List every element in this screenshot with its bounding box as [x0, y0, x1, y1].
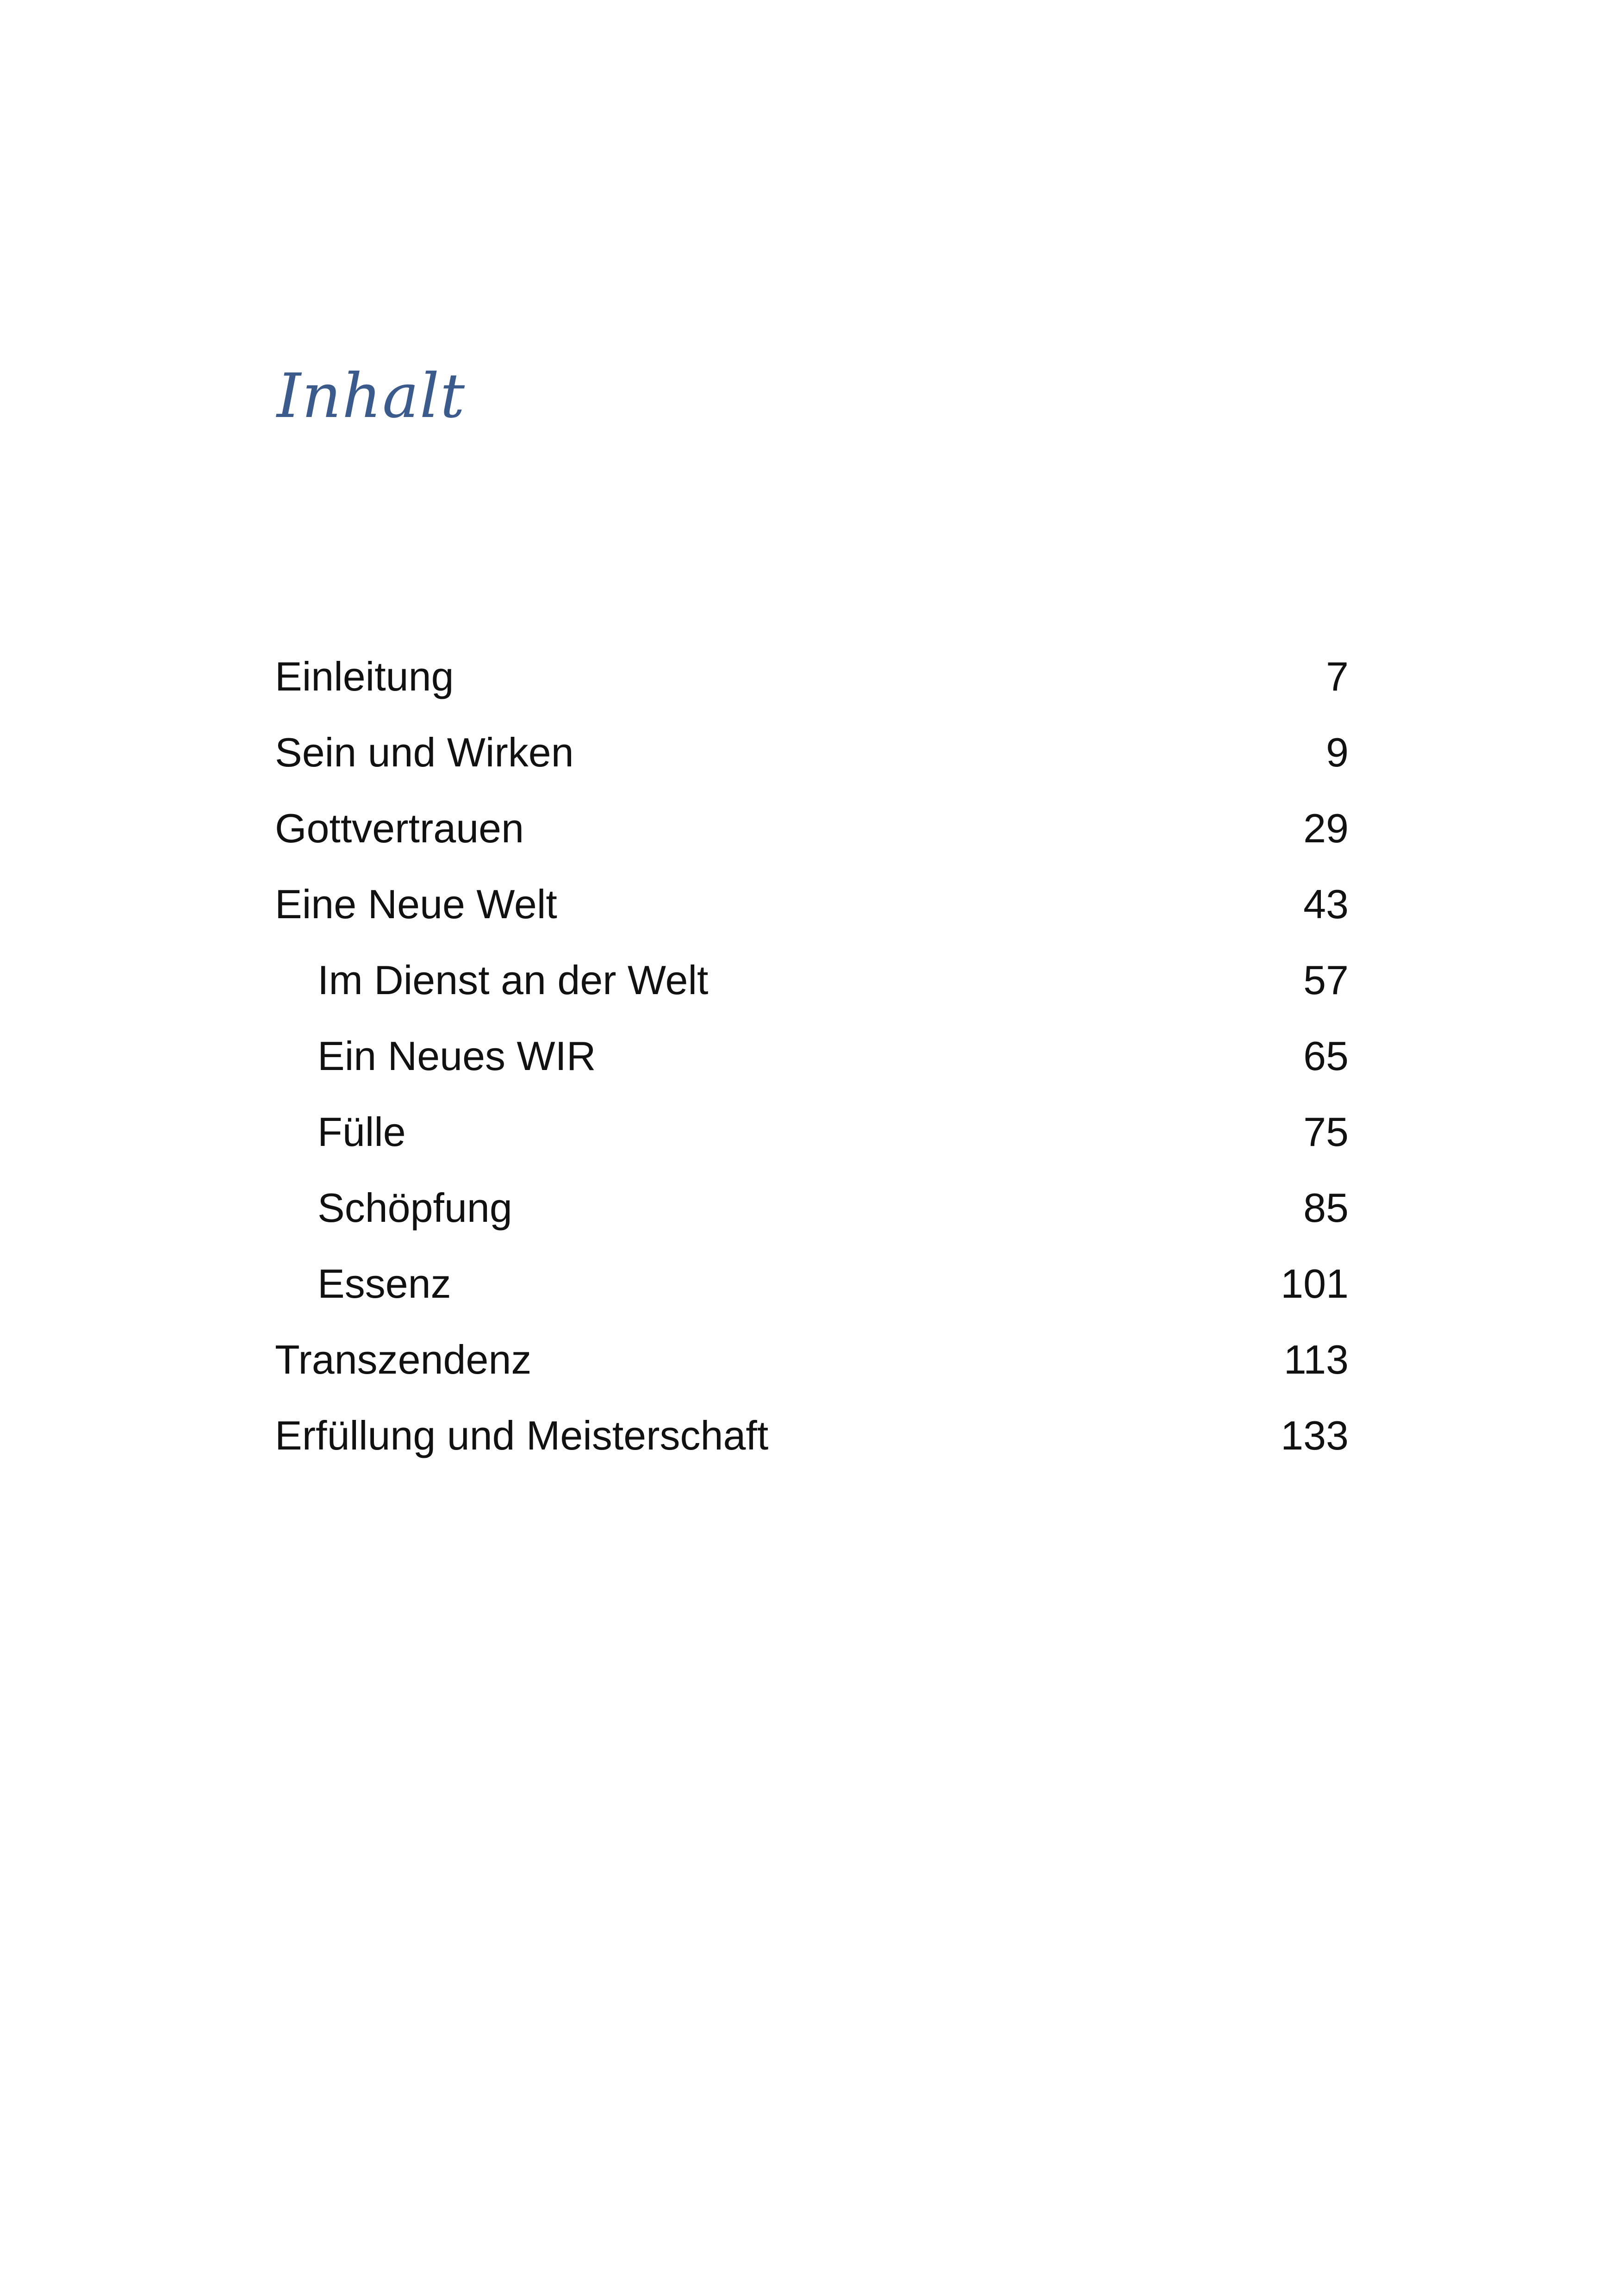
- toc-entry-label: Ein Neues WIR: [317, 1033, 596, 1079]
- toc-entry-sein-und-wirken: [275, 715, 1349, 790]
- toc-entry-ein-neues-wir: [275, 1018, 1349, 1094]
- toc-entry-page-number: 7: [1326, 653, 1349, 699]
- toc-entry-transzendenz: [275, 1322, 1349, 1398]
- toc-entry-page-number: 65: [1303, 1033, 1349, 1079]
- table-of-contents: [275, 639, 1349, 1474]
- toc-entry-label: Fülle: [317, 1109, 406, 1155]
- toc-entry-label: Transzendenz: [275, 1337, 532, 1382]
- toc-entry-page-number: 113: [1283, 1337, 1349, 1382]
- toc-entry-page-number: 9: [1326, 729, 1349, 775]
- toc-entry-label: Erfüllung und Meisterschaft: [275, 1412, 769, 1458]
- toc-entry-label: Eine Neue Welt: [275, 881, 557, 927]
- toc-entry-page-number: 75: [1303, 1109, 1349, 1155]
- toc-title: Inhalt: [277, 361, 466, 432]
- toc-entry-page-number: 101: [1281, 1261, 1349, 1307]
- toc-entry-page-number: 85: [1303, 1185, 1349, 1231]
- toc-entry-einleitung: [275, 639, 1349, 715]
- toc-entry-label: Einleitung: [275, 653, 454, 699]
- toc-entry-label: Schöpfung: [317, 1185, 512, 1231]
- toc-entry-schoepfung: [275, 1170, 1349, 1246]
- toc-entry-label: Essenz: [317, 1261, 451, 1307]
- toc-entry-gottvertrauen: [275, 790, 1349, 866]
- toc-entry-page-number: 43: [1303, 881, 1349, 927]
- toc-entry-page-number: 133: [1281, 1412, 1349, 1458]
- toc-entry-fuelle: [275, 1094, 1349, 1170]
- toc-entry-label: Im Dienst an der Welt: [317, 957, 709, 1003]
- toc-entry-erfuellung-und-meisterschaft: [275, 1398, 1349, 1474]
- toc-entry-label: Sein und Wirken: [275, 729, 574, 775]
- toc-entry-im-dienst-an-der-welt: [275, 942, 1349, 1018]
- toc-entry-essenz: [275, 1246, 1349, 1322]
- toc-entry-page-number: 29: [1303, 805, 1349, 851]
- toc-entry-label: Gottvertrauen: [275, 805, 524, 851]
- toc-entry-eine-neue-welt: [275, 866, 1349, 942]
- toc-entry-page-number: 57: [1303, 957, 1349, 1003]
